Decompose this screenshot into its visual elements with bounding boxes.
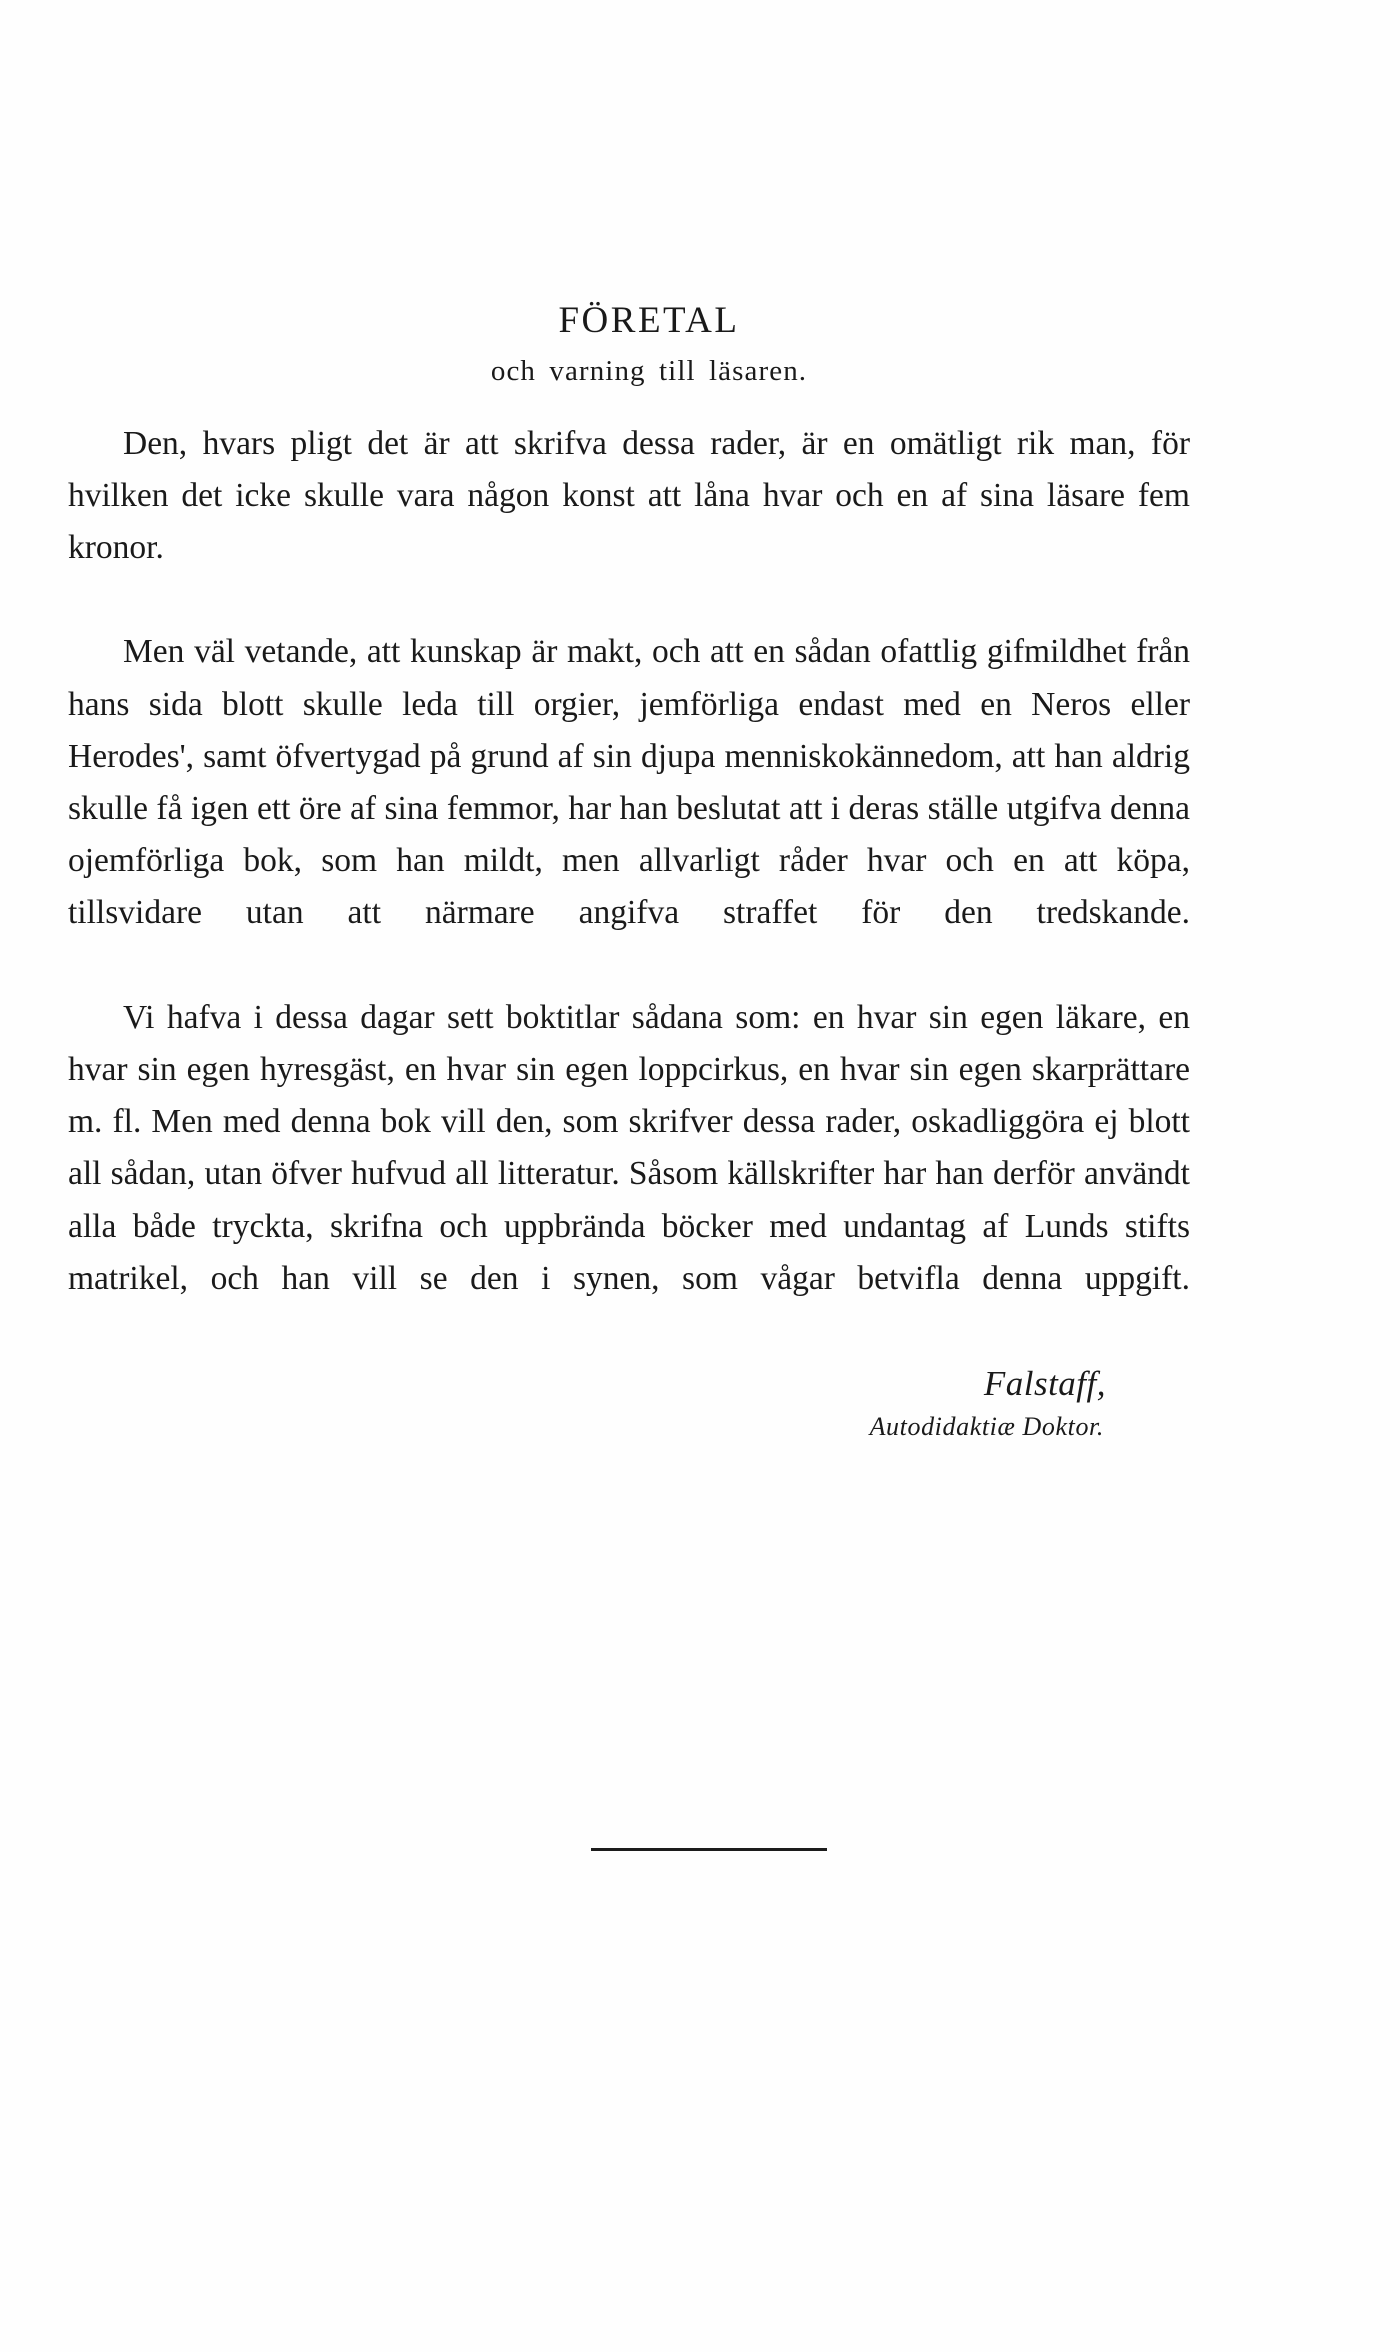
- section-divider: [591, 1848, 827, 1851]
- signature-block: [68, 1361, 1190, 1447]
- section-divider-wrap: [0, 1838, 1400, 1856]
- signature-name: Falstaff,: [983, 1364, 1106, 1404]
- paragraph-3: Vi hafva i dessa dagar sett boktitlar sådana som: en hvar sin egen läkare, en hvar sin egen hyresgäst, en hvar sin egen loppcirkus, en hvar sin egen skarprättare m. fl. Men med denna bok vill den, som skrifver dessa rader, oskadliggöra ej blott all sådan, utan öfver hufvud all litteratur. Såsom källskrifter har han derför användt alla både tryckta, skrifna och uppbrända böcker med undantag af Lunds stifts matrikel, och han vill se den i synen, som vågar betvifla denna uppgift.: [68, 998, 1190, 1297]
- heading-block: [68, 300, 1190, 388]
- page-subtitle: och varning till läsaren.: [490, 354, 808, 387]
- paragraph-2: Men väl vetande, att kunskap är makt, och att en sådan ofattlig gifmildhet från hans sida blott skulle leda till orgier, jemförliga endast med en Neros eller Herodes', samt öfvertygad på grund af sin djupa menniskokännedom, att han aldrig skulle få igen ett öre af sina femmor, har han beslutat att i deras ställe utgifva denna ojemförliga bok, som han mildt, men allvarligt råder hvar och en att köpa, tillsvidare utan att närmare angifva straffet för den tredskande.: [68, 633, 1190, 932]
- page-title: FÖRETAL: [558, 300, 740, 341]
- signature-role: Autodidaktiæ Doktor.: [869, 1412, 1104, 1442]
- body-text: [68, 418, 1190, 1358]
- page-content: [68, 300, 1190, 1447]
- paragraph-1: Den, hvars pligt det är att skrifva dessa rader, är en omätligt rik man, för hvilken det icke skulle vara någon konst att låna hvar och en af sina läsare fem kronor.: [68, 424, 1190, 566]
